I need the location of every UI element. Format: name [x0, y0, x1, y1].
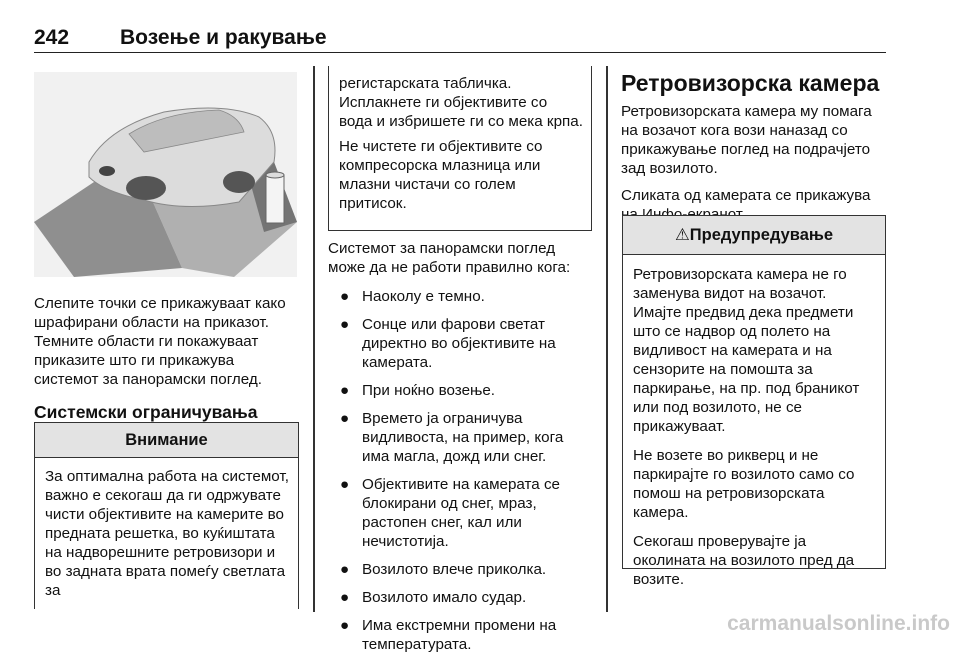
bullet-icon: ● [340, 561, 350, 578]
column-divider-1 [313, 66, 315, 612]
left-column [34, 294, 299, 434]
warning-text-2: Не возете во рикверц и не паркирајте го возилото само со помош на ретровизорската камера. [633, 447, 855, 521]
warning-body [623, 255, 885, 589]
list-item: ● Има екстремни промени на температурата. [340, 617, 557, 653]
bullet-icon: ● [340, 617, 350, 634]
illustration-caption: Слепите точки се прикажуваат како шрафирани области на приказот. Темните области ги покажуваат приказите што ги прикажува системот за панорамски поглед. [34, 295, 286, 388]
rear-camera-description: Ретровизорската камера му помага на возачот кога вози наназад со прикажување поглед на подрачјето зад возилото. [621, 103, 872, 177]
bullet-icon: ● [340, 410, 350, 427]
warning-text-1: Ретровизорската камера не го заменува видот на возачот. Имајте предвид дека предмети што се надвор од полето на видливост на камерата и на сензорите на помошта за паркирање, на пр. под браникот или под возилото, не се прикажуваат. [633, 266, 860, 435]
conditions-list [328, 287, 593, 654]
bullet-icon: ● [340, 316, 350, 333]
notice-box [34, 422, 299, 609]
list-item: ● Времето ја ограничува видливоста, на пример, кога има магла, дожд или снег. [340, 410, 564, 465]
notice-text-cont-1: регистарската табличка. Исплакнете ги објективите со вода и избришете ги со мека крпа. [339, 75, 583, 130]
column-divider-2 [606, 66, 608, 612]
list-item: ● Објективите на камерата се блокирани од снег, мраз, растопен снег, кал или нечистотија. [340, 476, 561, 550]
page-number: 242 [34, 26, 70, 49]
car-blind-spot-diagram [34, 72, 297, 277]
watermark: carmanualsonline.info [727, 612, 950, 635]
notice-body [35, 458, 298, 600]
list-item: ● При ноќно возење. [340, 382, 496, 399]
rear-camera-display-info: Сликата од камерата се прикажува [621, 187, 871, 204]
notice-box-continued [328, 66, 592, 231]
right-column [621, 70, 889, 234]
notice-title: Внимание [35, 423, 298, 458]
list-item: ● Наоколу е темно. [340, 288, 485, 305]
warning-box [622, 215, 886, 588]
warning-text-3: Секогаш проверувајте ја околината на возилото пред да возите. [633, 533, 855, 588]
bullet-icon: ● [340, 288, 350, 305]
warning-title: Предупредување [689, 226, 834, 244]
list-item: ● Возилото имало судар. [340, 589, 527, 606]
bullet-icon: ● [340, 382, 350, 399]
page-header [34, 26, 886, 53]
conditions-intro: Системот за панорамски поглед може да не работи правилно кога: [328, 240, 571, 276]
section-heading-system-limits: Системски ограничувања [34, 402, 258, 422]
notice-text: За оптимална работа на системот, важно е секогаш да ги одржувате чисти објективите на камерите во предната решетка, во куќиштата на надворешните ретровизори и во задната врата помеѓу светлата за [45, 468, 289, 599]
bullet-icon: ● [340, 476, 350, 493]
car-camera-illustration [34, 72, 297, 277]
warning-header [623, 216, 885, 255]
bullet-icon: ● [340, 589, 350, 606]
warning-icon: ⚠ [674, 226, 690, 244]
page-title: Возење и ракување [120, 26, 327, 49]
notice-body-continued [329, 66, 591, 213]
middle-column [328, 239, 593, 663]
list-item: ● Сонце или фарови светат директно во објективите на камерата. [340, 316, 556, 371]
list-item: ● Возилото влече приколка. [340, 561, 547, 578]
section-heading-rear-camera: Ретровизорска камера [621, 70, 880, 96]
notice-text-cont-2: Не чистете ги објективите со компресорска млазница или млазни чистачи со голем притисок. [339, 138, 543, 212]
